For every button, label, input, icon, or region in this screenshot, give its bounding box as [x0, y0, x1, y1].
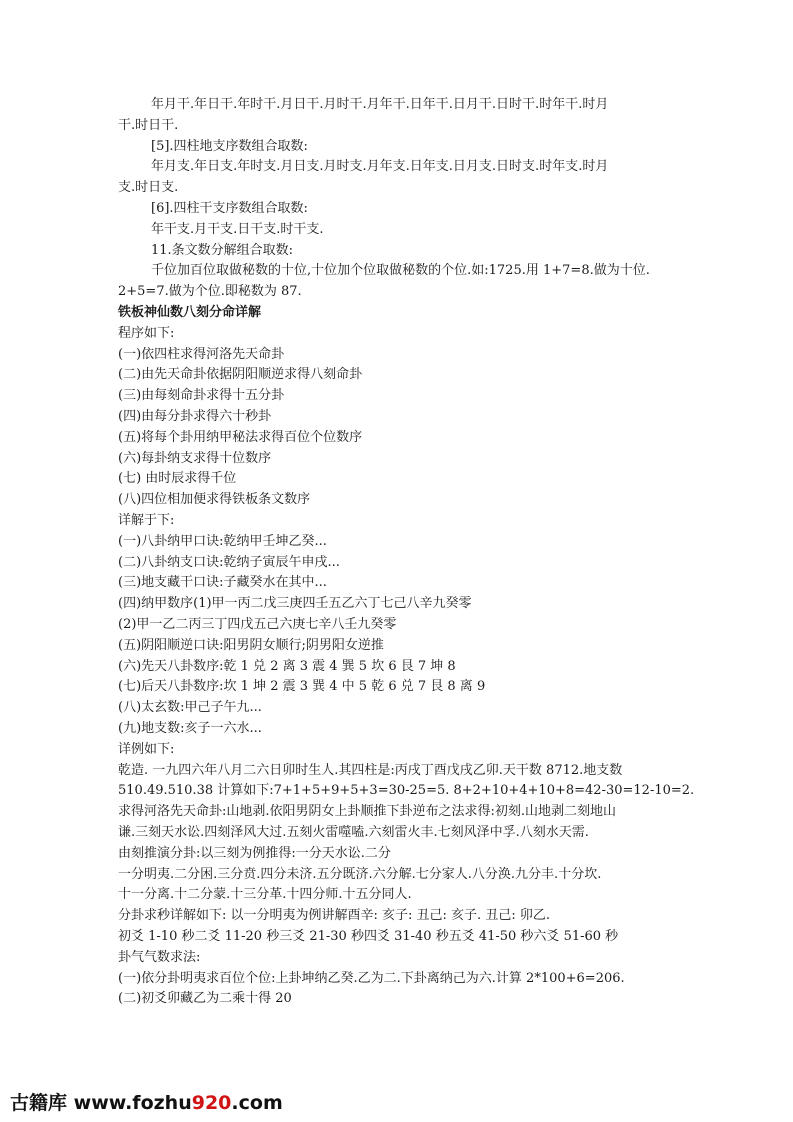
text-line: (二)由先天命卦依据阴阳顺逆求得八刻命卦 [118, 367, 363, 383]
text-line: 分卦求秒详解如下: 以一分明夷为例讲解酉辛: 亥子: 丑己: 亥子. 丑己: 卯乙. [118, 908, 550, 924]
text-line: (2)甲一乙二丙三丁四戊五己六庚七辛八壬九癸零 [118, 617, 397, 632]
text-line: 十一分离.十二分蒙.十三分革.十四分师.十五分同人. [118, 887, 412, 903]
text-line: (四)由每分卦求得六十秒卦 [118, 409, 272, 424]
text-line: 乾造. 一九四六年八月二六日卯时生人.其四柱是:丙戌丁酉戊戌乙卯.天干数 8712.地支数 [118, 762, 623, 778]
watermark-url-prefix: www.fozhu [73, 1092, 192, 1114]
text-line: (九)地支数:亥子一六水... [118, 721, 262, 736]
text-line: (八)太玄数:甲己子午九... [118, 700, 262, 716]
text-line: (四)纳甲数序(1)甲一丙二戊三庚四壬五乙六丁七己八辛九癸零 [118, 596, 472, 612]
text-line: [6].四柱干支序数组合取数: [151, 201, 308, 216]
section-heading: 铁板神仙数八刻分命详解 [118, 305, 262, 320]
watermark-url-suffix: .com [231, 1092, 283, 1114]
text-line: 卦气气数求法: [118, 949, 201, 965]
text-line: (三)地支藏干口诀:子藏癸水在其中... [118, 575, 327, 591]
text-line: (五)将每个卦用纳甲秘法求得百位个位数序 [118, 429, 363, 445]
text-line: (五)阴阳顺逆口诀:阳男阴女顺行;阴男阳女逆推 [118, 637, 384, 653]
text-line: 详例如下: [118, 741, 175, 757]
text-line: 年干支.月干支.日干支.时干支. [151, 221, 324, 237]
text-line: (六)先天八卦数序:乾 1 兑 2 离 3 震 4 巽 5 坎 6 艮 7 坤 8 [118, 658, 456, 674]
text-line: (一)依分卦明夷求百位个位:上卦坤纳乙癸.乙为二.下卦离纳己为六.计算 2*100+6=206. [118, 970, 625, 986]
watermark-url-number: 920 [191, 1092, 232, 1114]
text-line: 程序如下: [118, 325, 175, 341]
text-line: (二)八卦纳支口诀:乾纳子寅辰午申戌... [118, 554, 340, 570]
text-line: [5].四柱地支序数组合取数: [151, 138, 308, 154]
text-line: 年月支.年日支.年时支.月日支.月时支.月年支.日年支.日月支.日时支.时年支.时月 [151, 159, 609, 175]
text-line: 千位加百位取做秘数的十位,十位加个位取做秘数的个位.如:1725.用 1+7=8.做为十位. [151, 263, 650, 279]
watermark-brand: 古籍库 [10, 1092, 68, 1114]
text-line: 初爻 1-10 秒二爻 11-20 秒三爻 21-30 秒四爻 31-40 秒五爻 41-50 秒六爻 51-60 秒 [118, 929, 619, 944]
text-line: 510.49.510.38 计算如下:7+1+5+9+5+3=30-25=5. 8+2+10+4+10+8=42-30=12-10=2. [118, 783, 695, 799]
text-line: (一)依四柱求得河洛先天命卦 [118, 346, 285, 362]
text-line: (七)后天八卦数序:坎 1 坤 2 震 3 巽 4 中 5 乾 6 兑 7 艮 8 离 9 [118, 679, 486, 695]
text-line: 求得河洛先天命卦:山地剥.依阳男阴女上卦顺推下卦逆布之法求得:初刻.山地剥二刻地山 [118, 804, 617, 820]
text-line: (二)初爻卯藏乙为二乘十得 20 [118, 991, 292, 1007]
text-line: 支.时日支. [118, 180, 179, 196]
text-line: 由刻推演分卦:以三刻为例推得:一分天水讼.二分 [118, 845, 391, 861]
text-line: 谦.三刻天水讼.四刻泽风大过.五刻火雷噬嗑.六刻雷火丰.七刻风泽中孚.八刻水天需. [118, 825, 589, 840]
text-line: (七) 由时辰求得千位 [118, 471, 237, 487]
text-line: 11.条文数分解组合取数: [151, 242, 294, 258]
text-line: (三)由每刻命卦求得十五分卦 [118, 388, 285, 404]
watermark-footer [10, 1088, 283, 1115]
text-line: 一分明夷.二分困.三分贲.四分未济.五分既济.六分解.七分家人.八分涣.九分丰.十分坎. [118, 866, 602, 882]
text-line: 年月干.年日干.年时干.月日干.月时干.月年干.日年干.日月干.日时干.时年干.时月 [151, 97, 609, 112]
text-line: (六)每卦纳支求得十位数序 [118, 450, 272, 466]
text-line: (八)四位相加便求得铁板条文数序 [118, 492, 311, 508]
text-line: (一)八卦纳甲口诀:乾纳甲壬坤乙癸... [118, 533, 327, 549]
text-line: 详解于下: [118, 513, 175, 528]
text-line: 干.时日干. [118, 117, 179, 133]
text-line: 2+5=7.做为个位.即秘数为 87. [118, 284, 302, 300]
